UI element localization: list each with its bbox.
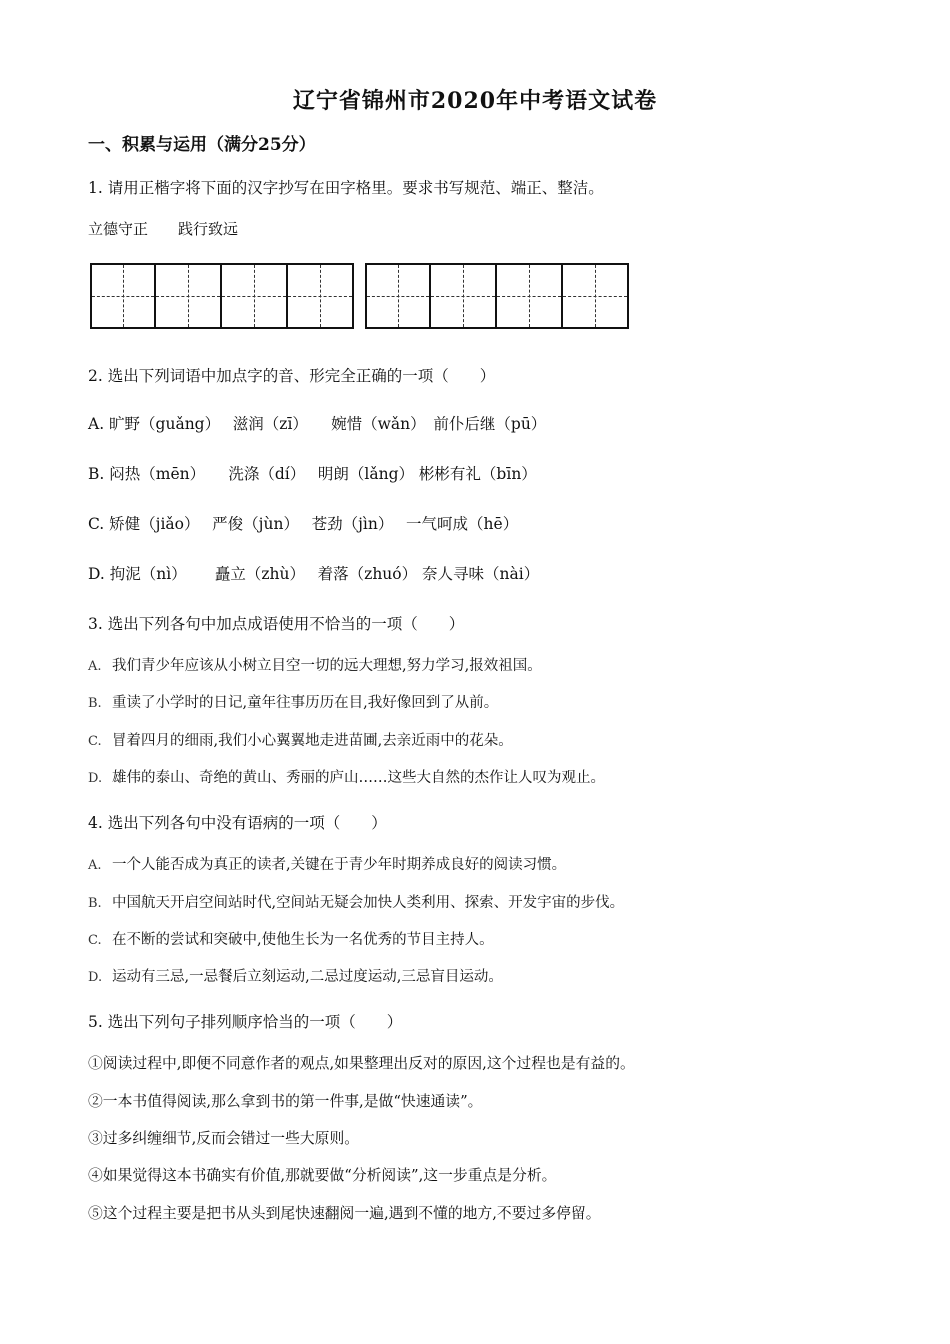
option-text: 运动有三忌,一忌餐后立刻运动,二忌过度运动,三忌盲目运动。 <box>112 969 503 985</box>
grid-cell[interactable] <box>365 263 431 329</box>
option-text: 在不断的尝试和突破中,使他生长为一名优秀的节目主持人。 <box>112 932 494 948</box>
grid-cell[interactable] <box>497 263 563 329</box>
option-text: 我们青少年应该从小树立目空一切的远大理想,努力学习,报效祖国。 <box>112 658 542 674</box>
q5-sentence-2: ②一本书值得阅读,那么拿到书的第一件事,是做“快速通读”。 <box>88 1093 483 1110</box>
page-title: 辽宁省锦州市2020年中考语文试卷 <box>292 88 658 114</box>
q3-option-b[interactable] <box>88 691 498 712</box>
option-label: D. <box>88 970 103 985</box>
question-5-stem: 5. 选出下列句子排列顺序恰当的一项（ ） <box>88 1013 403 1031</box>
option-label: D. <box>88 771 103 786</box>
grid-cell[interactable] <box>563 263 629 329</box>
grid-cell[interactable] <box>90 263 156 329</box>
option-text: 冒着四月的细雨,我们小心翼翼地走进苗圃,去亲近雨中的花朵。 <box>112 733 513 749</box>
option-text: 重读了小学时的日记,童年往事历历在目,我好像回到了从前。 <box>112 695 499 711</box>
q2-option-c[interactable]: C. 矫健（jiǎo） 严俊（jùn） 苍劲（jìn） 一气呵成（hē） <box>88 515 519 533</box>
q2-option-b[interactable]: B. 闷热（mēn） 洗涤（dí） 明朗（lǎng） 彬彬有礼（bīn） <box>88 465 537 483</box>
tianzige-grid-right[interactable] <box>365 263 629 329</box>
q5-sentence-3: ③过多纠缠细节,反而会错过一些大原则。 <box>88 1130 360 1147</box>
question-3-stem: 3. 选出下列各句中加点成语使用不恰当的一项（ ） <box>88 615 465 633</box>
q5-sentence-4: ④如果觉得这本书确实有价值,那就要做“分析阅读”,这一步重点是分析。 <box>88 1167 557 1184</box>
option-text: 雄伟的泰山、奇绝的黄山、秀丽的庐山……这些大自然的杰作让人叹为观止。 <box>112 770 605 786</box>
q4-option-b[interactable] <box>88 891 624 912</box>
question-2-stem: 2. 选出下列词语中加点字的音、形完全正确的一项（ ） <box>88 367 496 385</box>
q2-option-a[interactable]: A. 旷野（guǎng） 滋润（zī） 婉惜（wǎn） 前仆后继（pū） <box>88 415 547 433</box>
q3-option-a[interactable] <box>88 654 542 675</box>
option-label: B. <box>88 896 102 911</box>
option-label: A. <box>88 659 102 674</box>
grid-cell[interactable] <box>288 263 354 329</box>
q4-option-d[interactable] <box>88 965 503 986</box>
option-label: B. <box>88 696 102 711</box>
q5-sentence-1: ①阅读过程中,即便不同意作者的观点,如果整理出反对的原因,这个过程也是有益的。 <box>88 1055 635 1072</box>
section-heading: 一、积累与运用（满分25分） <box>88 135 316 155</box>
grid-cell[interactable] <box>431 263 497 329</box>
option-text: 一个人能否成为真正的读者,关键在于青少年时期养成良好的阅读习惯。 <box>112 857 567 873</box>
q3-option-c[interactable] <box>88 729 513 750</box>
q4-option-a[interactable] <box>88 853 566 874</box>
q3-option-d[interactable] <box>88 766 605 787</box>
option-label: C. <box>88 933 102 948</box>
tianzige-grid-left[interactable] <box>90 263 354 329</box>
q2-option-d[interactable]: D. 拘泥（nì） 矗立（zhù） 着落（zhuó） 奈人寻味（nài） <box>88 565 540 583</box>
q5-sentence-5: ⑤这个过程主要是把书从头到尾快速翻阅一遍,遇到不懂的地方,不要过多停留。 <box>88 1205 601 1222</box>
option-text: 中国航天开启空间站时代,空间站无疑会加快人类利用、探索、开发宇宙的步伐。 <box>112 895 625 911</box>
question-1-stem: 1. 请用正楷字将下面的汉字抄写在田字格里。要求书写规范、端正、整洁。 <box>88 179 604 197</box>
question-4-stem: 4. 选出下列各句中没有语病的一项（ ） <box>88 814 387 832</box>
grid-cell[interactable] <box>156 263 222 329</box>
option-label: C. <box>88 734 102 749</box>
copy-phrase: 立德守正 践行致远 <box>88 220 239 238</box>
grid-cell[interactable] <box>222 263 288 329</box>
q4-option-c[interactable] <box>88 928 494 949</box>
option-label: A. <box>88 858 102 873</box>
